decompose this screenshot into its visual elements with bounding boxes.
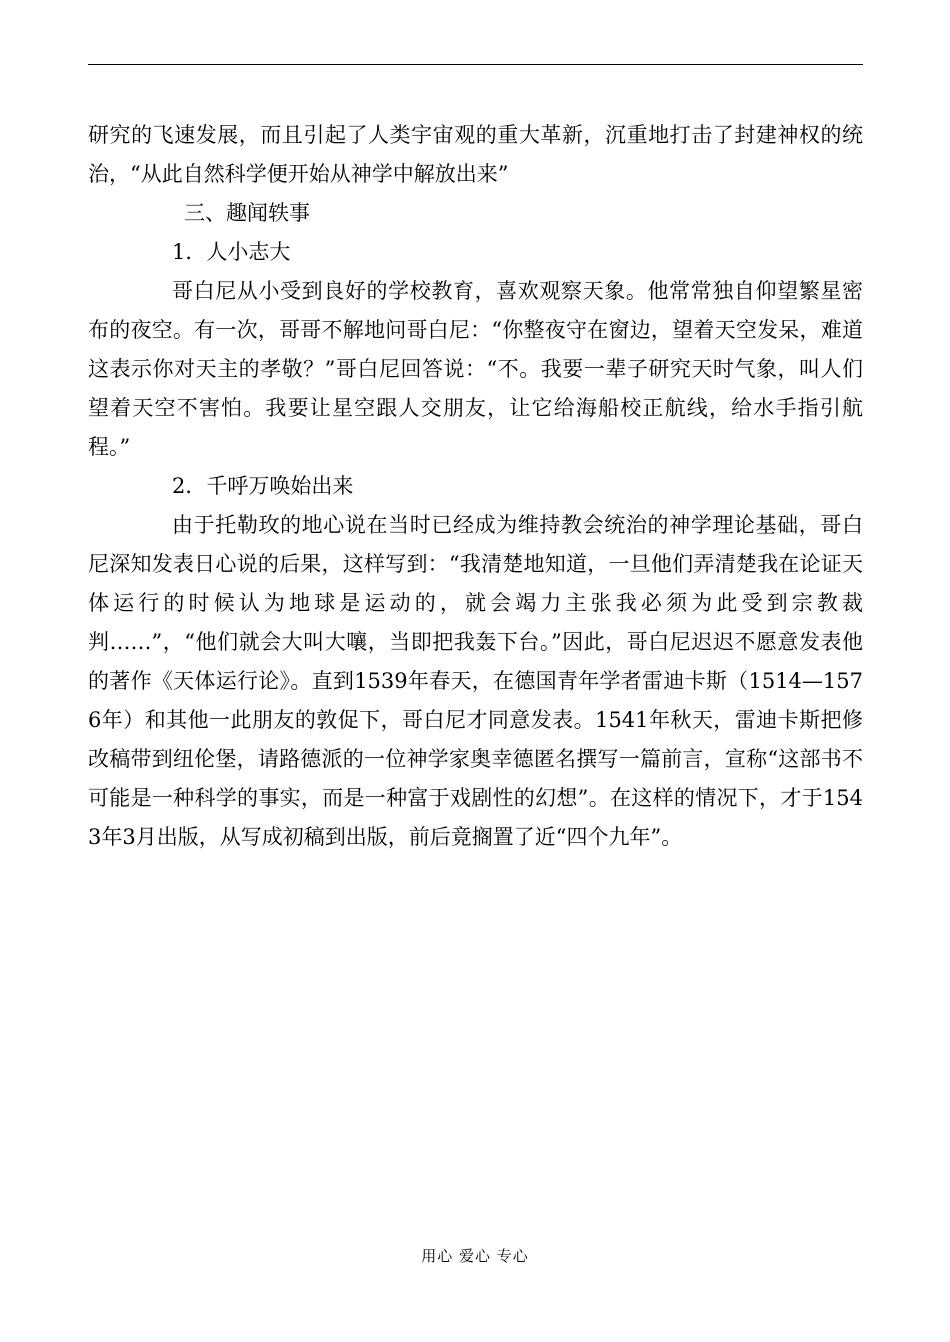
subheading-1: 1．人小志大 [172, 240, 291, 264]
page-footer: 用心 爱心 专心 [421, 1247, 529, 1265]
paragraph-continuation: 研究的飞速发展，而且引起了人类宇宙观的重大革新，沉重地打击了封建神权的统治，“从此自然科学便开始从神学中解放出来” [88, 123, 863, 186]
document-body [88, 116, 863, 857]
section-heading: 三、趣闻轶事 [184, 201, 310, 225]
header-rule [88, 64, 863, 65]
paragraph-childhood: 哥白尼从小受到良好的学校教育，喜欢观察天象。他常常独自仰望繁星密布的夜空。有一次，哥哥不解地问哥白尼：“你整夜守在窗边，望着天空发呆，难道这表示你对天主的孝敬？”哥白尼回答说：“不。我要一辈子研究天时气象，叫人们望着天空不害怕。我要让星空跟人交朋友，让它给海船校正航线，给水手指引航程。” [88, 279, 863, 459]
subheading-2: 2．千呼万唤始出来 [172, 474, 354, 498]
paragraph-publication: 由于托勒玫的地心说在当时已经成为维持教会统治的神学理论基础，哥白尼深知发表日心说的后果，这样写到：“我清楚地知道，一旦他们弄清楚我在论证天体运行的时候认为地球是运动的，就会竭力主张我必须为此受到宗教裁判……”，“他们就会大叫大嚷，当即把我轰下台。”因此，哥白尼迟迟不愿意发表他的著作《天体运行论》。直到1539年春天，在德国青年学者雷迪卡斯（1514—1576年）和其他一此朋友的敦促下，哥白尼才同意发表。1541年秋天，雷迪卡斯把修改稿带到纽伦堡，请路德派的一位神学家奥幸德匿名撰写一篇前言，宣称“这部书不可能是一种科学的事实，而是一种富于戏剧性的幻想”。在这样的情况下，才于1543年3月出版，从写成初稿到出版，前后竟搁置了近“四个九年”。 [88, 513, 863, 849]
